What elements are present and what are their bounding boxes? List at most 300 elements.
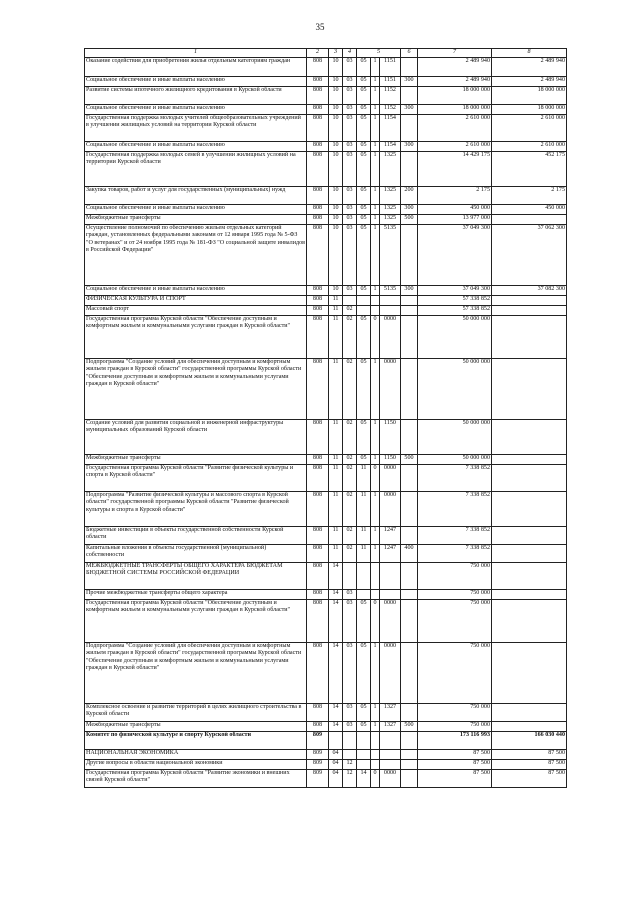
- header-cell: 3: [329, 49, 343, 58]
- ved-code-cell: 808: [307, 492, 329, 527]
- amount-year1-cell: 50 000 000: [418, 359, 492, 420]
- section-code-cell: 14: [329, 590, 343, 600]
- table-row: [85, 306, 567, 316]
- program-code-cell: 11: [357, 545, 371, 563]
- program-code-cell: 05: [357, 359, 371, 420]
- direction-code-cell: 0000: [380, 643, 401, 704]
- program-code-cell: 05: [357, 77, 371, 87]
- row-name-cell: Комитет по физической культуре и спорту Курской области: [85, 732, 307, 750]
- direction-code-cell: 5135: [380, 286, 401, 296]
- header-cell: 4: [343, 49, 357, 58]
- row-name-cell: Создание условий для развития социальной и инженерной инфраструктуры муниципальных образований Курской области: [85, 420, 307, 455]
- row-name-cell: Государственная поддержка молодых семей в улучшении жилищных условий на территории Курской области: [85, 152, 307, 187]
- ved-code-cell: 808: [307, 316, 329, 359]
- direction-code-cell: 1151: [380, 58, 401, 77]
- section-code-cell: 10: [329, 87, 343, 105]
- subsection-code-cell: [343, 732, 357, 750]
- page-number: 35: [315, 22, 325, 32]
- ved-code-cell: 809: [307, 770, 329, 788]
- section-code-cell: 04: [329, 760, 343, 770]
- row-name-cell: Бюджетные инвестиции в объекты государственной собственности Курской области: [85, 527, 307, 545]
- program-code-cell: 05: [357, 420, 371, 455]
- ved-code-cell: 808: [307, 105, 329, 115]
- amount-year1-cell: 13 977 000: [418, 215, 492, 225]
- subprogram-code-cell: [371, 296, 380, 306]
- subsection-code-cell: [343, 296, 357, 306]
- direction-code-cell: 1325: [380, 187, 401, 205]
- section-code-cell: 14: [329, 704, 343, 722]
- subsection-code-cell: 03: [343, 704, 357, 722]
- expense-type-cell: [401, 527, 418, 545]
- amount-year2-cell: [492, 215, 567, 225]
- ved-code-cell: 808: [307, 359, 329, 420]
- section-code-cell: 10: [329, 115, 343, 142]
- amount-year2-cell: [492, 704, 567, 722]
- row-name-cell: Развитие системы ипотечного жилищного кредитования в Курской области: [85, 87, 307, 105]
- direction-code-cell: [380, 590, 401, 600]
- subsection-code-cell: 03: [343, 152, 357, 187]
- ved-code-cell: 808: [307, 643, 329, 704]
- header-cell: 6: [401, 49, 418, 58]
- amount-year2-cell: 2 610 000: [492, 115, 567, 142]
- table-row: [85, 58, 567, 77]
- direction-code-cell: 1154: [380, 142, 401, 152]
- direction-code-cell: [380, 296, 401, 306]
- subprogram-code-cell: 0: [371, 770, 380, 788]
- program-code-cell: [357, 732, 371, 750]
- expense-type-cell: [401, 600, 418, 643]
- direction-code-cell: 1327: [380, 704, 401, 722]
- row-name-cell: Государственная программа Курской области "Развитие экономики и внешних связей Курской области": [85, 770, 307, 788]
- amount-year1-cell: 2 610 000: [418, 142, 492, 152]
- section-code-cell: 11: [329, 296, 343, 306]
- row-name-cell: Социальное обеспечение и иные выплаты населению: [85, 105, 307, 115]
- program-code-cell: 05: [357, 316, 371, 359]
- direction-code-cell: [380, 732, 401, 750]
- section-code-cell: 14: [329, 722, 343, 732]
- row-name-cell: Прочие межбюджетные трансферты общего характера: [85, 590, 307, 600]
- ved-code-cell: 808: [307, 205, 329, 215]
- program-code-cell: 05: [357, 152, 371, 187]
- subprogram-code-cell: [371, 306, 380, 316]
- row-name-cell: Подпрограмма "Создание условий для обеспечения доступным и комфортным жильем граждан в Курской области" государственной программы Курской области "Обеспечение доступным и комфортным жильем и коммунальными услугами граждан в Курской области": [85, 359, 307, 420]
- subprogram-code-cell: [371, 760, 380, 770]
- subsection-code-cell: 03: [343, 105, 357, 115]
- expense-type-cell: [401, 296, 418, 306]
- expense-type-cell: [401, 115, 418, 142]
- expense-type-cell: [401, 750, 418, 760]
- expense-type-cell: [401, 732, 418, 750]
- amount-year2-cell: 2 489 940: [492, 58, 567, 77]
- header-cell: 7: [418, 49, 492, 58]
- subprogram-code-cell: 1: [371, 152, 380, 187]
- table-row: [85, 760, 567, 770]
- expense-type-cell: [401, 359, 418, 420]
- table-row: [85, 77, 567, 87]
- row-name-cell: ФИЗИЧЕСКАЯ КУЛЬТУРА И СПОРТ: [85, 296, 307, 306]
- expense-type-cell: [401, 492, 418, 527]
- direction-code-cell: 1325: [380, 215, 401, 225]
- subprogram-code-cell: 1: [371, 455, 380, 465]
- amount-year1-cell: 2 489 940: [418, 77, 492, 87]
- table-row: [85, 225, 567, 286]
- header-cell: 1: [85, 49, 307, 58]
- program-code-cell: 05: [357, 643, 371, 704]
- row-name-cell: Социальное обеспечение и иные выплаты населению: [85, 286, 307, 296]
- amount-year2-cell: [492, 465, 567, 492]
- row-name-cell: Осуществление полномочий по обеспечению жильем отдельных категорий граждан, установленных федеральными законами от 12 января 1995 года № 5-ФЗ "О ветеранах" и от 24 ноября 1995 года № 181-ФЗ "О социальной защите инвалидов в Российской Федерации": [85, 225, 307, 286]
- table-row: [85, 215, 567, 225]
- program-code-cell: 14: [357, 770, 371, 788]
- subsection-code-cell: 02: [343, 465, 357, 492]
- row-name-cell: Закупка товаров, работ и услуг для государственных (муниципальных) нужд: [85, 187, 307, 205]
- table-row: [85, 286, 567, 296]
- header-row: [85, 49, 567, 58]
- subsection-code-cell: 02: [343, 316, 357, 359]
- direction-code-cell: [380, 750, 401, 760]
- direction-code-cell: 0000: [380, 770, 401, 788]
- ved-code-cell: 808: [307, 58, 329, 77]
- amount-year2-cell: [492, 306, 567, 316]
- direction-code-cell: [380, 563, 401, 590]
- section-code-cell: 11: [329, 492, 343, 527]
- subprogram-code-cell: 1: [371, 225, 380, 286]
- row-name-cell: НАЦИОНАЛЬНАЯ ЭКОНОМИКА: [85, 750, 307, 760]
- expense-type-cell: [401, 643, 418, 704]
- row-name-cell: Подпрограмма "Развитие физической культуры и массового спорта в Курской области" государственной программы Курской области "Развитие физической культуры и спорта в Курской области": [85, 492, 307, 527]
- subprogram-code-cell: 1: [371, 142, 380, 152]
- direction-code-cell: [380, 760, 401, 770]
- table-row: [85, 296, 567, 306]
- expense-type-cell: 500: [401, 215, 418, 225]
- direction-code-cell: 0000: [380, 600, 401, 643]
- subsection-code-cell: 02: [343, 359, 357, 420]
- subsection-code-cell: 03: [343, 590, 357, 600]
- row-name-cell: Государственная программа Курской области "Обеспечение доступным и комфортным жильем и коммунальными услугами граждан в Курской области": [85, 316, 307, 359]
- table-row: [85, 750, 567, 760]
- program-code-cell: [357, 563, 371, 590]
- table-row: [85, 87, 567, 105]
- direction-code-cell: 1152: [380, 105, 401, 115]
- expense-type-cell: [401, 760, 418, 770]
- row-name-cell: Государственная программа Курской области "Обеспечение доступным и комфортным жильем и коммунальными услугами граждан в Курской области": [85, 600, 307, 643]
- ved-code-cell: 808: [307, 187, 329, 205]
- subsection-code-cell: 03: [343, 722, 357, 732]
- subprogram-code-cell: [371, 732, 380, 750]
- row-name-cell: Межбюджетные трансферты: [85, 455, 307, 465]
- amount-year1-cell: 37 049 300: [418, 286, 492, 296]
- direction-code-cell: 1152: [380, 87, 401, 105]
- expense-type-cell: [401, 306, 418, 316]
- subsection-code-cell: 03: [343, 77, 357, 87]
- amount-year2-cell: 37 082 300: [492, 286, 567, 296]
- program-code-cell: 05: [357, 225, 371, 286]
- section-code-cell: 10: [329, 58, 343, 77]
- subprogram-code-cell: 1: [371, 527, 380, 545]
- subsection-code-cell: 03: [343, 142, 357, 152]
- table-row: [85, 152, 567, 187]
- ved-code-cell: 808: [307, 420, 329, 455]
- subsection-code-cell: 03: [343, 225, 357, 286]
- subprogram-code-cell: 1: [371, 77, 380, 87]
- amount-year2-cell: [492, 643, 567, 704]
- direction-code-cell: 1150: [380, 420, 401, 455]
- direction-code-cell: 0000: [380, 465, 401, 492]
- subprogram-code-cell: 0: [371, 465, 380, 492]
- amount-year2-cell: [492, 590, 567, 600]
- ved-code-cell: 808: [307, 225, 329, 286]
- ved-code-cell: 808: [307, 722, 329, 732]
- subprogram-code-cell: 0: [371, 600, 380, 643]
- subsection-code-cell: 02: [343, 455, 357, 465]
- section-code-cell: 10: [329, 152, 343, 187]
- subsection-code-cell: 03: [343, 205, 357, 215]
- row-name-cell: Массовый спорт: [85, 306, 307, 316]
- subsection-code-cell: 03: [343, 58, 357, 77]
- table-row: [85, 527, 567, 545]
- direction-code-cell: [380, 306, 401, 316]
- section-code-cell: 11: [329, 545, 343, 563]
- amount-year2-cell: 450 000: [492, 205, 567, 215]
- subprogram-code-cell: 1: [371, 359, 380, 420]
- expense-type-cell: [401, 590, 418, 600]
- expense-type-cell: [401, 225, 418, 286]
- amount-year1-cell: 2 489 940: [418, 58, 492, 77]
- subsection-code-cell: 03: [343, 600, 357, 643]
- ved-code-cell: 809: [307, 760, 329, 770]
- section-code-cell: [329, 732, 343, 750]
- expense-type-cell: [401, 770, 418, 788]
- direction-code-cell: 1247: [380, 527, 401, 545]
- amount-year2-cell: [492, 316, 567, 359]
- subsection-code-cell: 03: [343, 215, 357, 225]
- subsection-code-cell: 03: [343, 286, 357, 296]
- table-row: [85, 545, 567, 563]
- expense-type-cell: 500: [401, 722, 418, 732]
- expense-type-cell: [401, 420, 418, 455]
- amount-year2-cell: 37 062 300: [492, 225, 567, 286]
- program-code-cell: 05: [357, 455, 371, 465]
- amount-year1-cell: 173 116 993: [418, 732, 492, 750]
- table-row: [85, 563, 567, 590]
- amount-year2-cell: [492, 296, 567, 306]
- amount-year2-cell: [492, 455, 567, 465]
- ved-code-cell: 808: [307, 152, 329, 187]
- subprogram-code-cell: 1: [371, 286, 380, 296]
- program-code-cell: [357, 306, 371, 316]
- row-name-cell: Другие вопросы в области национальной экономики: [85, 760, 307, 770]
- subprogram-code-cell: 0: [371, 316, 380, 359]
- amount-year2-cell: 87 500: [492, 750, 567, 760]
- program-code-cell: 05: [357, 600, 371, 643]
- direction-code-cell: 0000: [380, 492, 401, 527]
- table-row: [85, 359, 567, 420]
- direction-code-cell: 1154: [380, 115, 401, 142]
- table-row: [85, 704, 567, 722]
- row-name-cell: Государственная поддержка молодых учителей общеобразовательных учреждений в улучшении жилищных условий на территории Курской области: [85, 115, 307, 142]
- amount-year1-cell: 50 000 000: [418, 420, 492, 455]
- table-row: [85, 590, 567, 600]
- amount-year2-cell: 166 030 440: [492, 732, 567, 750]
- program-code-cell: 05: [357, 87, 371, 105]
- amount-year1-cell: 450 000: [418, 205, 492, 215]
- ved-code-cell: 808: [307, 563, 329, 590]
- subprogram-code-cell: 1: [371, 58, 380, 77]
- amount-year2-cell: [492, 563, 567, 590]
- ved-code-cell: 808: [307, 600, 329, 643]
- subprogram-code-cell: 1: [371, 115, 380, 142]
- section-code-cell: 10: [329, 187, 343, 205]
- section-code-cell: 14: [329, 600, 343, 643]
- table-row: [85, 115, 567, 142]
- row-name-cell: Межбюджетные трансферты: [85, 215, 307, 225]
- amount-year1-cell: 57 338 852: [418, 306, 492, 316]
- table-row: [85, 770, 567, 788]
- program-code-cell: 05: [357, 142, 371, 152]
- table-row: [85, 316, 567, 359]
- program-code-cell: 11: [357, 465, 371, 492]
- section-code-cell: 10: [329, 215, 343, 225]
- subprogram-code-cell: 1: [371, 215, 380, 225]
- subsection-code-cell: 02: [343, 527, 357, 545]
- subprogram-code-cell: 1: [371, 105, 380, 115]
- table-row: [85, 205, 567, 215]
- table-row: [85, 455, 567, 465]
- row-name-cell: Государственная программа Курской области "Развитие физической культуры и спорта в Курской области": [85, 465, 307, 492]
- expense-type-cell: 400: [401, 545, 418, 563]
- section-code-cell: 10: [329, 142, 343, 152]
- expense-type-cell: 300: [401, 205, 418, 215]
- amount-year1-cell: 750 000: [418, 590, 492, 600]
- direction-code-cell: 5135: [380, 225, 401, 286]
- subprogram-code-cell: [371, 590, 380, 600]
- subprogram-code-cell: [371, 750, 380, 760]
- section-code-cell: 04: [329, 770, 343, 788]
- amount-year1-cell: 18 000 000: [418, 105, 492, 115]
- amount-year2-cell: [492, 420, 567, 455]
- amount-year1-cell: 87 500: [418, 760, 492, 770]
- subsection-code-cell: 02: [343, 420, 357, 455]
- subprogram-code-cell: 1: [371, 87, 380, 105]
- amount-year2-cell: 18 000 000: [492, 87, 567, 105]
- table-row: [85, 420, 567, 455]
- amount-year2-cell: 87 500: [492, 770, 567, 788]
- section-code-cell: 11: [329, 465, 343, 492]
- subsection-code-cell: 02: [343, 492, 357, 527]
- program-code-cell: 05: [357, 205, 371, 215]
- row-name-cell: Комплексное освоение и развитие территорий в целях жилищного строительства в Курской области: [85, 704, 307, 722]
- program-code-cell: 05: [357, 704, 371, 722]
- table-row: [85, 492, 567, 527]
- subsection-code-cell: [343, 563, 357, 590]
- expense-type-cell: [401, 152, 418, 187]
- subprogram-code-cell: 1: [371, 187, 380, 205]
- amount-year1-cell: 2 175: [418, 187, 492, 205]
- program-code-cell: 05: [357, 215, 371, 225]
- expense-type-cell: [401, 316, 418, 359]
- ved-code-cell: 808: [307, 77, 329, 87]
- program-code-cell: 05: [357, 286, 371, 296]
- amount-year1-cell: 57 338 852: [418, 296, 492, 306]
- direction-code-cell: 1247: [380, 545, 401, 563]
- header-cell: 2: [307, 49, 329, 58]
- amount-year1-cell: 50 000 000: [418, 455, 492, 465]
- row-name-cell: Подпрограмма "Создание условий для обеспечения доступным и комфортным жильем граждан в Курской области" государственной программы Курской области "Обеспечение доступным и комфортным жильем и коммунальными услугами граждан в Курской области": [85, 643, 307, 704]
- ved-code-cell: 808: [307, 286, 329, 296]
- header-cell: 8: [492, 49, 567, 58]
- direction-code-cell: 1327: [380, 722, 401, 732]
- section-code-cell: 04: [329, 750, 343, 760]
- program-code-cell: [357, 296, 371, 306]
- table-row: [85, 732, 567, 750]
- ved-code-cell: 808: [307, 215, 329, 225]
- section-code-cell: 11: [329, 306, 343, 316]
- subsection-code-cell: 03: [343, 115, 357, 142]
- section-code-cell: 10: [329, 205, 343, 215]
- subprogram-code-cell: 1: [371, 420, 380, 455]
- ved-code-cell: 808: [307, 704, 329, 722]
- section-code-cell: 11: [329, 420, 343, 455]
- expense-type-cell: 300: [401, 142, 418, 152]
- subsection-code-cell: 12: [343, 770, 357, 788]
- subsection-code-cell: 03: [343, 187, 357, 205]
- ved-code-cell: 808: [307, 527, 329, 545]
- subprogram-code-cell: 1: [371, 704, 380, 722]
- direction-code-cell: 0000: [380, 359, 401, 420]
- amount-year2-cell: [492, 527, 567, 545]
- program-code-cell: 05: [357, 722, 371, 732]
- section-code-cell: 11: [329, 527, 343, 545]
- amount-year1-cell: 7 338 852: [418, 545, 492, 563]
- amount-year1-cell: 750 000: [418, 704, 492, 722]
- section-code-cell: 11: [329, 359, 343, 420]
- subprogram-code-cell: 1: [371, 643, 380, 704]
- header-cell: 5: [357, 49, 401, 58]
- row-name-cell: Социальное обеспечение и иные выплаты населению: [85, 142, 307, 152]
- table-row: [85, 722, 567, 732]
- table-row: [85, 600, 567, 643]
- ved-code-cell: 808: [307, 115, 329, 142]
- expense-type-cell: 300: [401, 105, 418, 115]
- amount-year1-cell: 750 000: [418, 600, 492, 643]
- amount-year1-cell: 87 500: [418, 770, 492, 788]
- amount-year1-cell: 750 000: [418, 643, 492, 704]
- amount-year1-cell: 87 500: [418, 750, 492, 760]
- ved-code-cell: 808: [307, 455, 329, 465]
- ved-code-cell: 808: [307, 296, 329, 306]
- expense-type-cell: 300: [401, 286, 418, 296]
- program-code-cell: [357, 750, 371, 760]
- subsection-code-cell: 03: [343, 643, 357, 704]
- section-code-cell: 11: [329, 316, 343, 359]
- expense-type-cell: [401, 87, 418, 105]
- amount-year2-cell: 2 489 940: [492, 77, 567, 87]
- subprogram-code-cell: [371, 563, 380, 590]
- program-code-cell: 11: [357, 527, 371, 545]
- amount-year2-cell: 87 500: [492, 760, 567, 770]
- amount-year1-cell: 750 000: [418, 563, 492, 590]
- amount-year1-cell: 7 338 852: [418, 465, 492, 492]
- expense-type-cell: [401, 58, 418, 77]
- direction-code-cell: 1150: [380, 455, 401, 465]
- subprogram-code-cell: 1: [371, 545, 380, 563]
- direction-code-cell: 1151: [380, 77, 401, 87]
- program-code-cell: 05: [357, 58, 371, 77]
- amount-year2-cell: [492, 722, 567, 732]
- section-code-cell: 10: [329, 225, 343, 286]
- amount-year2-cell: [492, 545, 567, 563]
- table-body: [85, 49, 567, 788]
